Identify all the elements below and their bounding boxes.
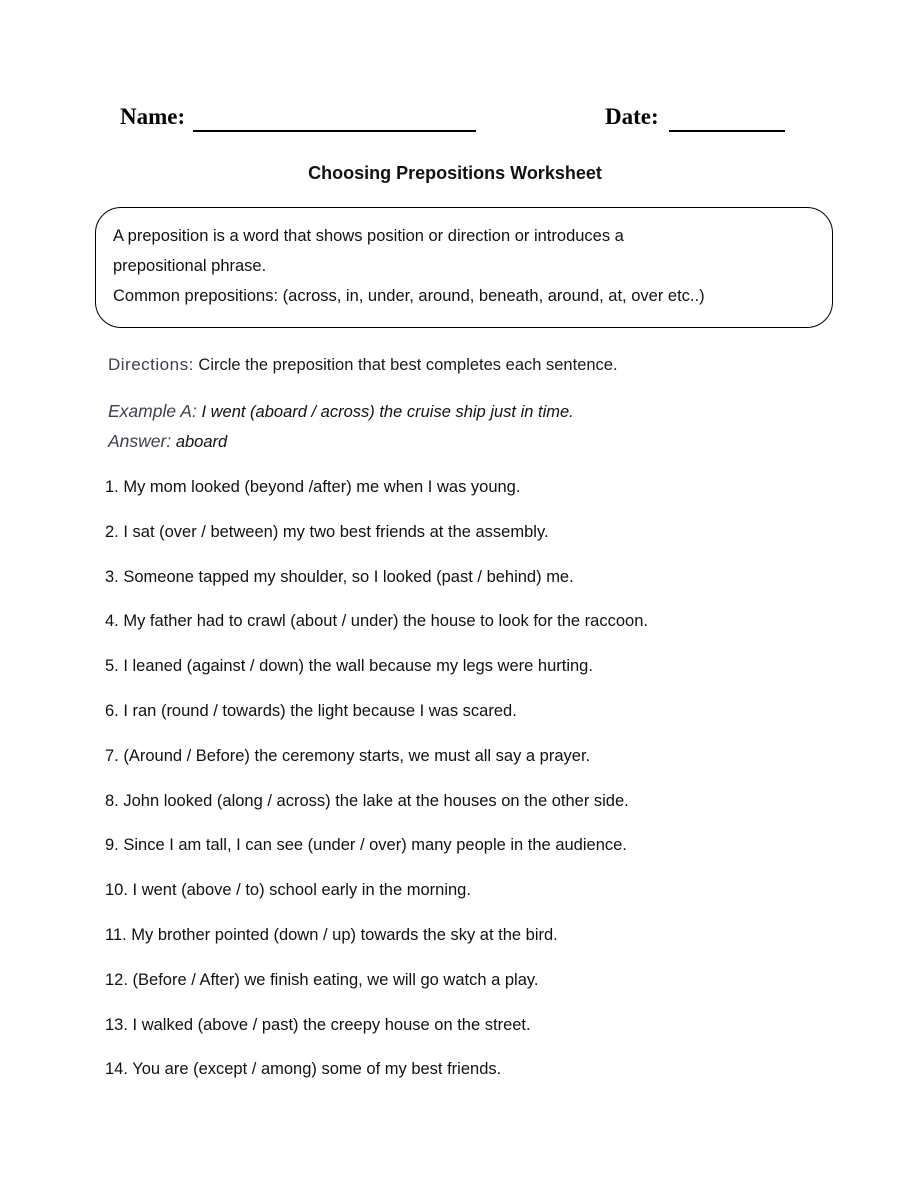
answer-text: aboard [175, 433, 228, 451]
question-row: 6. I ran (round / towards) the light because I was scared. [105, 701, 517, 720]
answer-row [108, 431, 227, 452]
definition-text: A preposition is a word that shows position or direction or introduces a prepositional phrase. [113, 227, 624, 275]
question-row: 10. I went (above / to) school early in the morning. [105, 881, 471, 900]
name-blank-line [193, 129, 476, 132]
question-row: 1. My mom looked (beyond /after) me when I was young. [105, 478, 521, 496]
question-row: 13. I walked (above / past) the creepy house on the street. [105, 1015, 531, 1034]
date-label: Date: [605, 104, 659, 129]
question-row: 12. (Before / After) we finish eating, we will go watch a play. [105, 970, 539, 989]
question-row: 9. Since I am tall, I can see (under / over) many people in the audience. [105, 836, 627, 855]
directions-text: Circle the preposition that best completes each sentence. [198, 356, 618, 374]
name-label: Name: [120, 104, 186, 129]
question-row: 2. I sat (over / between) my two best friends at the assembly. [105, 522, 549, 541]
date-blank-line [669, 129, 785, 132]
question-row: 4. My father had to crawl (about / under) the house to look for the raccoon. [105, 612, 648, 631]
question-row: 7. (Around / Before) the ceremony starts, we must all say a prayer. [105, 746, 591, 765]
question-row: 11. My brother pointed (down / up) towards the sky at the bird. [105, 925, 558, 944]
directions-label: Directions: [108, 355, 194, 374]
question-list [105, 477, 825, 1104]
page-title: Choosing Prepositions Worksheet [308, 163, 602, 183]
question-row: 3. Someone tapped my shoulder, so I looked (past / behind) me. [105, 567, 574, 586]
question-row: 14. You are (except / among) some of my best friends. [105, 1060, 502, 1079]
question-row: 5. I leaned (against / down) the wall because my legs were hurting. [105, 657, 593, 676]
preposition-definition-box [95, 207, 833, 328]
directions-row [108, 355, 618, 375]
question-row: 8. John looked (along / across) the lake at the houses on the other side. [105, 791, 629, 810]
common-prepositions-text: Common prepositions: (across, in, under, around, beneath, around, at, over etc..) [113, 287, 705, 305]
example-sentence: I went (aboard / across) the cruise ship just in time. [201, 403, 574, 421]
example-label: Example A: [108, 401, 197, 421]
example-row [108, 401, 574, 422]
answer-label: Answer: [108, 431, 172, 451]
